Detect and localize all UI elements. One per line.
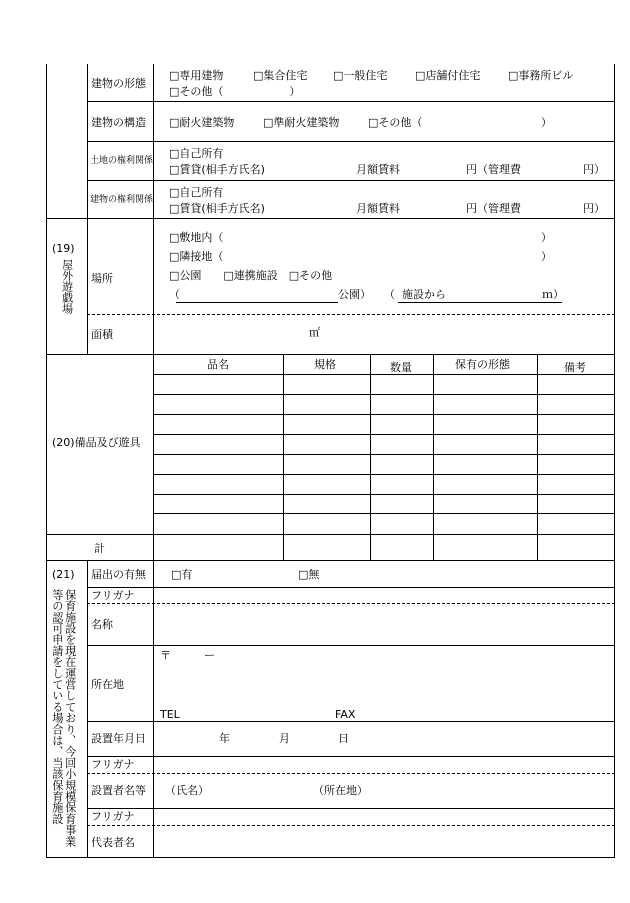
col-sep (87, 218, 88, 354)
row-line (153, 454, 615, 455)
row-line (87, 808, 615, 809)
row-line (153, 374, 615, 375)
dashed-line (87, 773, 615, 774)
bldg-rights-label: 建物の権利関係 (90, 195, 154, 205)
checkbox-dedicated[interactable]: □専用建物 (169, 69, 224, 82)
row-line (87, 180, 615, 181)
struct-label: 建物の構造 (91, 116, 146, 129)
total-label: 計 (94, 542, 105, 555)
founder-label: 設置者名等 (91, 784, 146, 797)
checkbox-notif-no[interactable]: □無 (298, 568, 320, 581)
furigana-label-2: フリガナ (91, 758, 135, 771)
land-label: 土地の権利関係 (90, 156, 154, 166)
header-ownership: 保有の形態 (455, 358, 510, 371)
founder-address: （所在地） (313, 784, 368, 797)
checkbox-on-site[interactable]: □敷地内（ (169, 231, 224, 244)
est-month: 月 (279, 732, 290, 745)
checkbox-notif-yes[interactable]: □有 (171, 568, 193, 581)
row-line (153, 394, 615, 395)
struct-close: ） (541, 116, 552, 129)
header-spec: 規格 (314, 358, 336, 371)
col-sep (153, 560, 154, 858)
facility-label: 施設から (402, 288, 446, 301)
checkbox-land-rent[interactable]: □賃貸(相手方氏名) (169, 163, 265, 176)
sec21-desc: 保育施設を現在運営しており、今回小規模保育事業等の認可申請をしている場合は、当該保育施設 (50, 589, 77, 847)
furigana-label-3: フリガナ (91, 810, 135, 823)
est-label: 設置年月日 (91, 732, 146, 745)
row-line (46, 560, 615, 561)
dashed-line (87, 603, 615, 604)
land-monthly: 月額賃料 (356, 163, 400, 176)
row-line (153, 513, 615, 514)
row-line (87, 756, 615, 757)
checkbox-fireproof[interactable]: □耐火建築物 (169, 116, 235, 129)
form-label: 建物の形態 (91, 77, 146, 90)
checkbox-shop-house[interactable]: □店舗付住宅 (415, 69, 481, 82)
name-label: 名称 (91, 618, 113, 631)
checkbox-bldg-own[interactable]: □自己所有 (169, 186, 224, 199)
checkbox-bldg-rent[interactable]: □賃貸(相手方氏名) (169, 202, 265, 215)
row-line (87, 587, 615, 588)
header-quantity: 数量 (390, 361, 412, 374)
row-line (46, 218, 615, 219)
col-sep (153, 64, 154, 354)
bldg-monthly: 月額賃料 (356, 202, 400, 215)
checkbox-office[interactable]: □事務所ビル (508, 69, 574, 82)
facility-open: （ (384, 288, 395, 301)
adjacent-close: ） (541, 250, 552, 263)
checkbox-park-etc[interactable]: □公園 □連携施設 □その他 (169, 269, 333, 282)
fax-label: FAX (335, 708, 356, 721)
address-label: 所在地 (91, 678, 124, 691)
est-year: 年 (219, 732, 230, 745)
area-unit: ㎡ (309, 326, 320, 339)
col-sep (370, 354, 371, 560)
row-line (87, 721, 615, 722)
sec19-title: 屋外遊戯場 (60, 259, 74, 314)
on-site-close: ） (541, 231, 552, 244)
checkbox-other-struct[interactable]: □その他（ (368, 116, 423, 129)
col-sep (153, 354, 154, 560)
checkbox-house[interactable]: □一般住宅 (333, 69, 388, 82)
facility-underline (398, 302, 562, 303)
row-line (153, 474, 615, 475)
col-sep (537, 354, 538, 560)
row-line (87, 645, 615, 646)
header-item-name: 品名 (207, 358, 229, 371)
row-line (46, 534, 615, 535)
row-line (153, 434, 615, 435)
right-border (614, 64, 615, 858)
row-line (46, 354, 615, 355)
checkbox-land-own[interactable]: □自己所有 (169, 147, 224, 160)
est-day: 日 (338, 732, 349, 745)
dashed-line (87, 314, 615, 315)
col-sep (433, 354, 434, 560)
col-sep (283, 354, 284, 560)
place-label: 場所 (91, 272, 113, 285)
notif-label: 届出の有無 (91, 568, 146, 581)
park-label: 公園） (338, 288, 371, 301)
row-line (153, 414, 615, 415)
sec19-num: (19) (52, 242, 75, 255)
land-yen-close: 円） (583, 163, 605, 176)
land-mgmt: 円（管理費 (466, 163, 521, 176)
dashed-line (87, 825, 615, 826)
rep-label: 代表者名 (91, 836, 135, 849)
checkbox-apartment[interactable]: □集合住宅 (253, 69, 308, 82)
park-underline (176, 302, 338, 303)
bldg-yen-close: 円） (583, 202, 605, 215)
left-border (46, 64, 47, 858)
park-open: （ (169, 288, 180, 301)
area-label: 面積 (91, 328, 113, 341)
checkbox-adjacent[interactable]: □隣接地（ (169, 250, 224, 263)
bldg-mgmt: 円（管理費 (466, 202, 521, 215)
row-line (87, 141, 615, 142)
header-remarks: 備考 (564, 361, 586, 374)
checkbox-other-form[interactable]: □その他（ ） (169, 85, 301, 98)
row-line (87, 101, 615, 102)
sec20-title: (20)備品及び遊具 (52, 436, 141, 449)
checkbox-semi-fireproof[interactable]: □準耐火建築物 (263, 116, 340, 129)
meters-label: ｍ） (542, 288, 564, 301)
furigana-label-1: フリガナ (91, 589, 135, 602)
tel-label: TEL (160, 708, 180, 721)
col-sep (87, 560, 88, 858)
founder-name: （氏名） (165, 784, 209, 797)
bottom-border (46, 857, 615, 858)
postal-mark: 〒 ー (160, 649, 215, 662)
row-line (153, 494, 615, 495)
sec21-num: (21) (52, 568, 75, 581)
